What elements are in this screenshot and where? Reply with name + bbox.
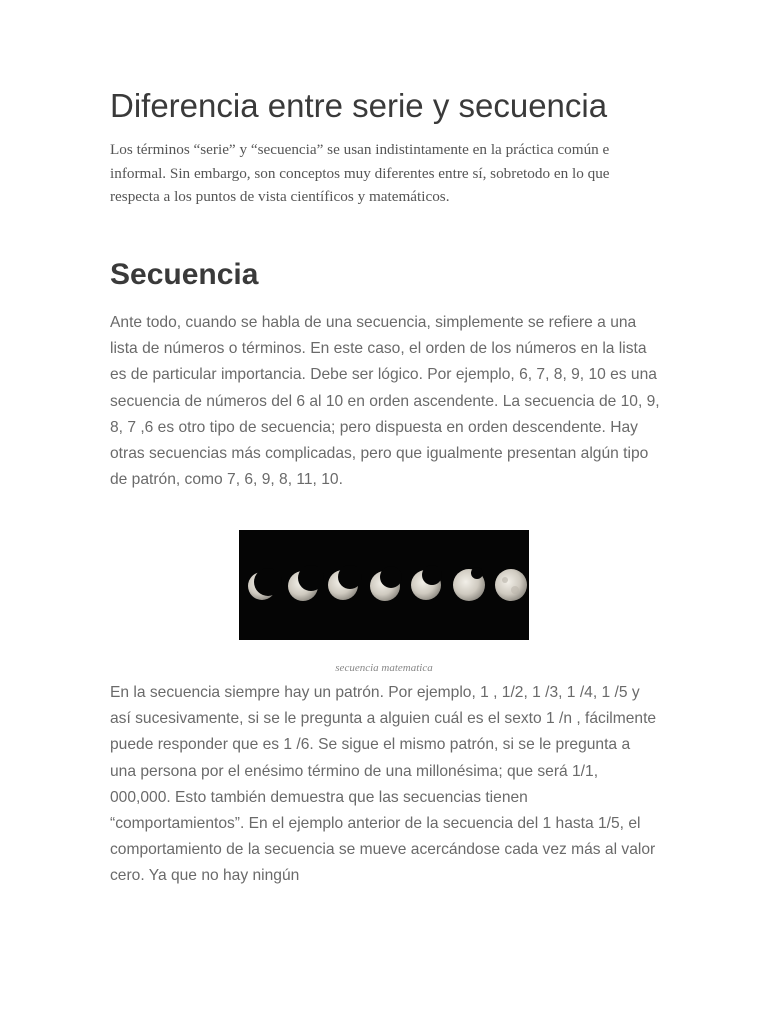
- article-title: Diferencia entre serie y secuencia: [110, 87, 608, 124]
- moon-7: [495, 569, 527, 601]
- paragraph-1: Ante todo, cuando se habla de una secuencia, simplemente se refiere a una lista de números o términos. En este caso, el orden de los números en la lista es de particular importancia. Debe ser lógico. Por ejemplo, 6, 7, 8, 9, 10 es una secuencia de números del 6 al 10 en orden ascendente. La secuencia de 10, 9, 8, 7 ,6 es otro tipo de secuencia; pero dispuesta en orden descendente. Hay otras secuencias más complicadas, pero que igualmente presentan algún tipo de patrón, como 7, 6, 9, 8, 11, 10.: [110, 314, 660, 489]
- section-heading-secuencia: Secuencia: [110, 258, 259, 291]
- moon-1: [248, 568, 282, 600]
- paragraph-2: En la secuencia siempre hay un patrón. Por ejemplo, 1 , 1/2, 1 /3, 1 /4, 1 /5 y así sucesivamente, si se le pregunta a alguien cuál es el sexto 1 /n , fácilmente puede responder que es 1 /6. Se sigue el mismo patrón, si se le pregunta a una persona por el enésimo término de una millonésima; que será 1/1, 000,000. Esto también demuestra que las secuencias tienen “comportamientos”. En el ejemplo anterior de la secuencia del 1 hasta 1/5, el comportamiento de la secuencia se mueve acercándose cada vez más al valor cero. Ya que no hay ningún: [110, 684, 657, 885]
- moon-2: [288, 565, 324, 601]
- moon-phases-image: [239, 530, 529, 640]
- moon-5: [411, 565, 442, 600]
- moon-4: [370, 566, 402, 601]
- figure-caption: secuencia matematica: [335, 662, 433, 674]
- article-intro: Los términos “serie” y “secuencia” se usan indistintamente en la práctica común e informal. Sin embargo, son conceptos muy diferentes entre sí, sobretodo en lo que respecta a los puntos de vista científicos y matemáticos.: [110, 141, 610, 205]
- moon-6: [453, 567, 485, 601]
- moon-phases-svg: [239, 530, 529, 640]
- moon-3: [328, 565, 362, 600]
